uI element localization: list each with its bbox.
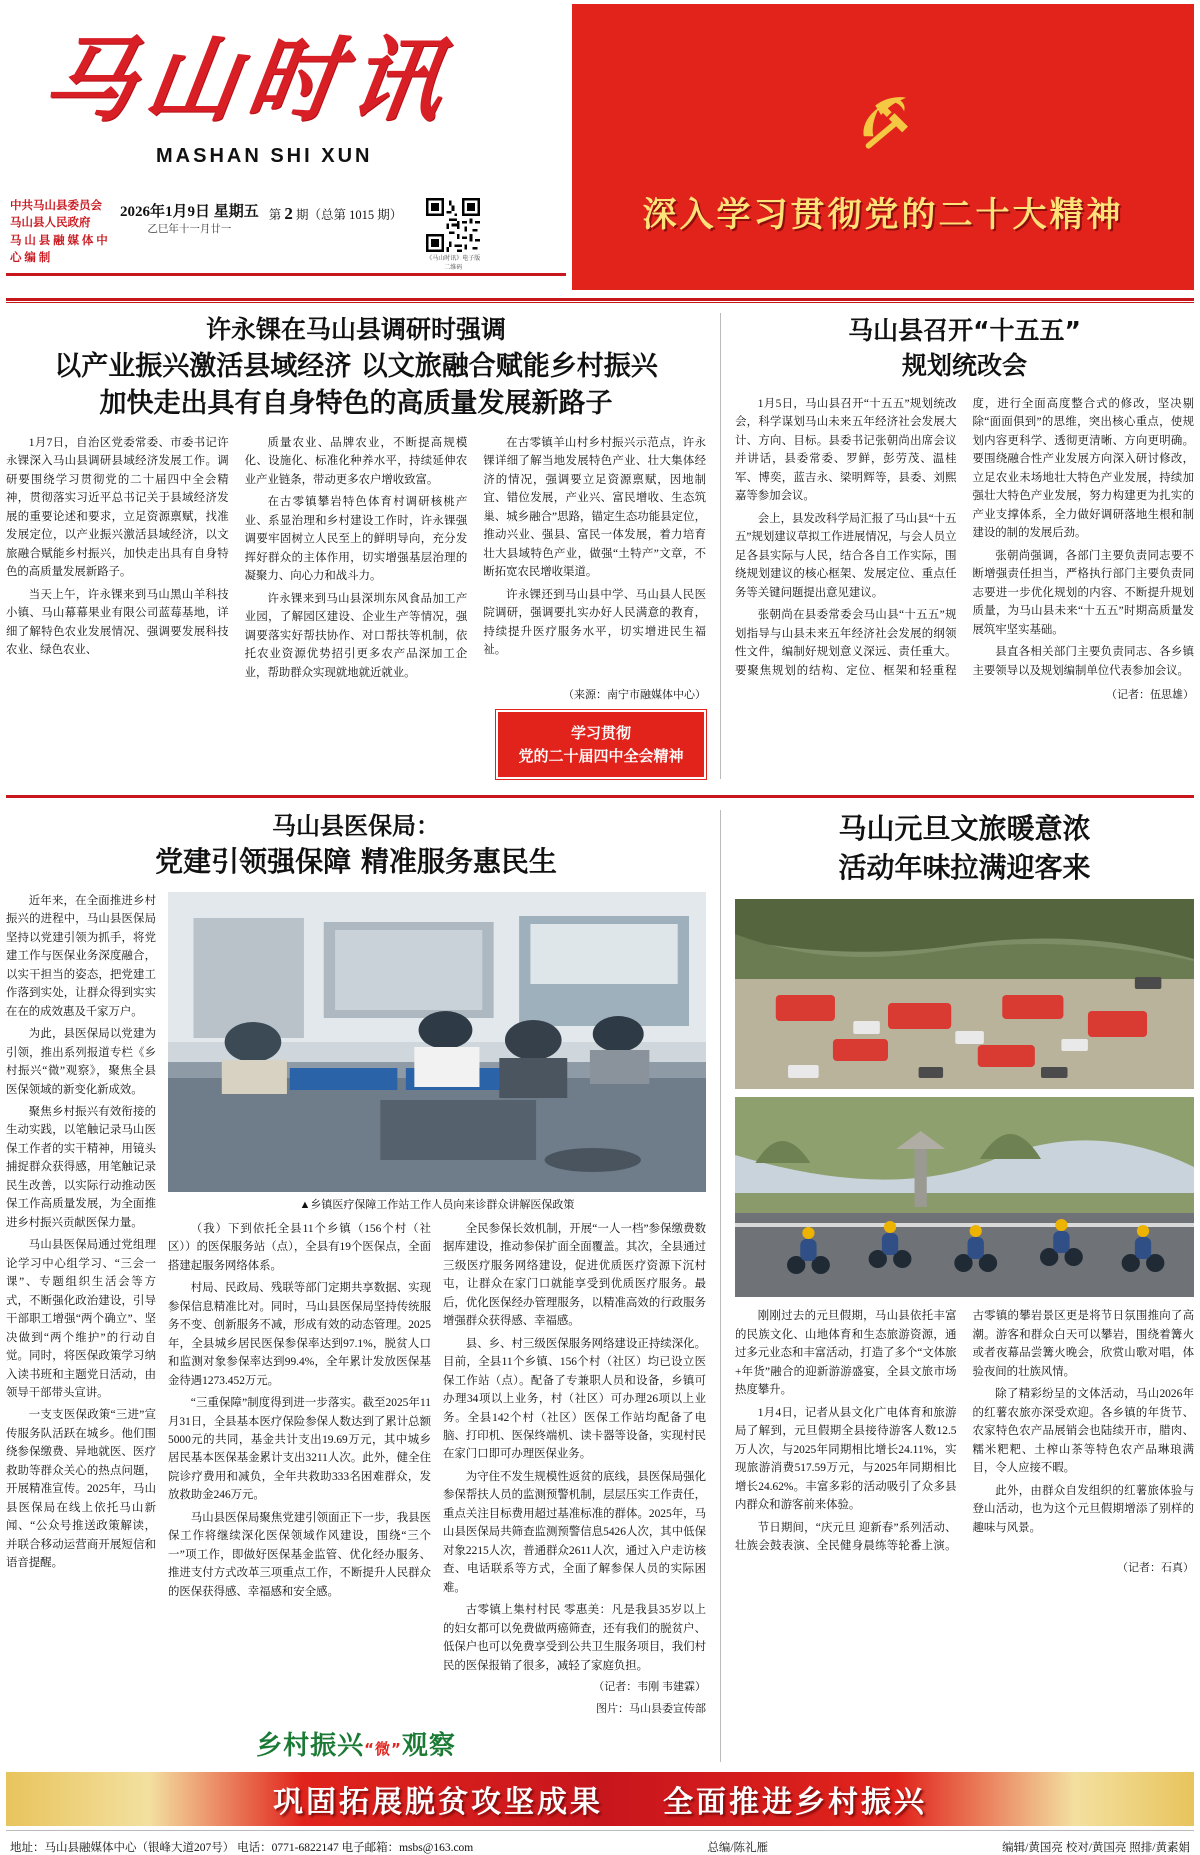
planning-para: 县直各相关部门主要负责同志、各乡镇主要领导以及规划编制单位代表参加会议。 [972,646,1194,677]
newspaper-title-logo: 马山时讯 [36,26,460,134]
lead-para: 许永锞来到马山县深圳东风食品加工产业园，了解园区建设、企业生产等情况，强调要落实好帮扶协作、对口帮扶等机制，依托农业资源优势招引更多农产品深加工企业，帮助群众实现就地就近就业。 [244,592,468,679]
banner-text-left: 巩固拓展脱贫攻坚成果 [273,1784,603,1820]
top-section [6,313,1194,779]
ny-byline: （记者：石真） [1117,1562,1194,1575]
issue-date-main: 2026年1月9日 星期五 [120,204,259,221]
study-campaign-badge[interactable] [496,710,706,779]
planning-para: 1月5日，马山县召开“十五五”规划统改会，科学谋划马山未来五年经济社会发展大计、方向、目标。县委书记张朝尚出席会议并讲话，县委常委、罗鲜，彭劳茂、温桂军、博奕，蓝吉永、梁明辉等，县委、刘熙嘉等参加会议。 [735,398,957,503]
mi-photo-caption: ▲乡镇医疗保障工作站工作人员向来诊群众讲解医保政策 [299,1198,575,1211]
mi-headline-1: 马山县医保局： [272,812,440,841]
lead-para: 许永锞还到马山县中学、马山县人民医院调研，强调要扎实办好人民满意的教育，持续提升医疗服务水平，切实增进民生福祉。 [483,588,706,657]
planning-para: 张朝尚强调，各部门主要负责同志要不断增强责任担当，严格执行部门主要负责同志要进一步优化规划的内容、不断提升规划质量，为马山县未来“十五五”时期高质量发展筑牢坚实基础。 [972,549,1194,636]
issue-date-lunar: 乙巳年十一月廿一 [147,224,232,236]
badge-line-2: 党的二十届四中全会精神 [518,746,684,765]
rural-logo-tail: 观察 [401,1730,456,1761]
lead-headline-3: 加快走出具有自身特色的高质量发展新路子 [99,387,613,419]
masthead-meta [10,198,566,272]
mi-para: 村局、民政局、残联等部门定期共享数据、实现参保信息精准比对。同时，马山县医保局坚持传统服务不变、创新服务不减，形成有效的动态管理。2025年，全县城乡居民医保参保率达到97.1%，脱贫人口和监测对象参保率达到99.4%，全年累计发放医保基金待遇1273.452万元。 [168,1282,431,1387]
planning-headline-1: 马山县召开“十五五” [848,316,1081,345]
issue-date [120,198,259,238]
rural-revitalization-logo [6,1725,706,1762]
ny-para: 节日期间，“庆元旦 迎新春”系列活动、壮族会鼓表演、全民健身晨练等轮番上演。古零镇的攀岩景区更是将节日氛围推向了高潮。游客和群众白天可以攀岩，围绕着篝火或者夜幕品尝篝火晚会，欣赏山歌对唱，体验夜间的壮族风情。 [735,1310,1194,1552]
photo-illustration [168,892,706,1192]
ny-para: 除了精彩纷呈的文体活动，马山2026年的红薯农旅亦深受欢迎。各乡镇的年货节、农家特色农产品展销会也陆续开市，腊肉、糯米粑粑、土榨山茶等特色农产品琳琅满目，令人应接不暇。 [972,1388,1194,1475]
masthead-left [6,0,566,290]
new-year-tourism-article [720,810,1194,1762]
planning-headline-2: 规划统改会 [901,351,1027,380]
publisher-org [10,198,110,267]
mi-para: 县、乡、村三级医保服务网络建设正持续深化。目前，全县11个乡镇、156个村（社区）均已设立医保工作站（点）。配备了专兼职人员和设备，乡镇可办理34项以上业务，村（社区）可办理26项以上业务。全县142个村（社区）医保工作站均配备了电脑、打印机、医保终端机、读卡器等设备，实现村民在家门口即可办理医保业务。 [443,1337,706,1461]
mi-para: 为此，县医保局以党建为引领，推出系列报道专栏《乡村振兴“微”观察》，聚焦全县医保领域的新变化新成效。 [6,1028,156,1096]
mi-para: 一支支医保政策“三进”宣传服务队活跃在城乡。他们围绕参保缴费、异地就医、医疗救助等群众关心的热点问题，开展精准宣传。2025年，马山县医保局在线上依托马山新闻、“公众号推送政策解读，并联合移动运营商开展短信和语音提醒。 [6,1409,156,1570]
qr-code-icon [426,198,480,252]
planning-byline: （记者：伍思雄） [1106,689,1194,702]
footer-contact: 地址：马山县融媒体中心（银峰大道207号） 电话：0771-6822147 电子邮箱：msbs@163.com [10,1841,474,1854]
cycling-event-photo [735,1097,1194,1297]
medical-insurance-office-photo [168,892,706,1192]
lead-para: 在古零镇攀岩特色体育村调研核桃产业、系显治理和乡村建设工作时，许永锞强调要牢固树立人民至上的鲜明导向，充分发挥好群众的主体作用，切实增强基层治理的凝聚力、向心力和战斗力。 [244,496,468,583]
mi-para: 古零镇上集村村民 零惠美：凡是我县35岁以上的妇女都可以免费做两癌筛查，还有我们的脱贫户、低保户也可以免费享受到公共卫生服务项目，我们村民的医保报销了很多，减轻了家庭负担。 [443,1604,706,1672]
mi-para: 聚焦乡村振兴有效衔接的生动实践，以笔触记录马山医保工作者的实干精神，用镜头捕捉群众获得感，用笔触记录民生改善，以实际行动推动医保工作高质量发展，为全面推进乡村振兴贡献医保力量。 [6,1105,156,1229]
lead-source: （来源：南宁市融媒体中心） [563,689,706,702]
masthead-rule [6,273,566,276]
ny-para: 此外，由群众自发组织的红薯旅体验与登山活动，也为这个元旦假期增添了别样的趣味与风景。 [972,1484,1194,1534]
planning-para: 张朝尚在县委常委会马山县“十五五”规划指导与山县未来五年经济社会发展的纲领性文件，编制好规划意义深远、责任重大。要聚焦规划的结构、定位、框架和轻重程度，进行全面高度整合式的修改，坚决剔除“面面俱到”的思维，突出核心重点，使规划内容更科学、透彻更清晰、方向更明确。要围绕融合性产业发展方向深入研讨修改，立足农业未场地壮大特色产业发展，持续加强壮大特色产业发展，努力构建更为扎实的产业支撑体系，全力做好调研落地生根和制建设的制的发展后劲。 [735,398,1194,677]
lead-headline-1: 许永锞在马山县调研时强调 [205,315,506,344]
issue-number [269,198,403,224]
bottom-section [6,810,1194,1762]
party-emblem-icon [835,69,931,165]
mi-para: 为守住不发生规模性返贫的底线，县医保局强化参保帮扶人员的监测预警机制，层层压实工作责任，重点关注目标费用超过基准标准的群体。2025年，马山县医保局共筛查监测预警信息5426人次，其中低保对象2215人次，普通群众2611人次，通过入户走访核查、电话联系等方式，全面了解参保人员的实际困难。 [443,1470,706,1594]
publisher-line-1: 中共马山县委员会 马山县人民政府 [10,200,102,230]
ny-para: 刚刚过去的元旦假期，马山县依托丰富的民族文化、山地体育和生态旅游资源，通过多元业态和丰富活动，打造了多个“文体旅+年货”融合的迎新游游盛宴，全县文旅市场热度攀升。 [735,1310,957,1397]
village-market-aerial-photo [735,899,1194,1089]
banner-text-right: 全面推进乡村振兴 [663,1784,927,1820]
section-divider [6,795,1194,798]
photo-illustration [735,1097,1194,1297]
mi-col-1 [6,892,156,1719]
planning-body [735,395,1194,682]
mi-byline: （记者：韦刚 韦建霖） [593,1681,706,1694]
mi-para: 马山县医保局通过党组理论学习中心组学习、“三会一课”、专题组织生活会等方式，不断强化政治建设，引导干部职工增强“两个确立”、坚决做到“两个维护”的行动自觉。同时，将医保政策学习纳入读书班和主题党日活动，由领导干部带头宣讲。 [6,1239,156,1400]
planning-para: 会上，县发改科学局汇报了马山县“十五五”规划建议草拟工作进展情况，与会人员立足各县实际与人民，结合各自工作实际，围绕规划建议的核心框架、发展定位、重点任务等关键问题提出意见建议。 [735,512,957,599]
publisher-line-2: 马 山 县 融 媒 体 中 心 编 制 [10,234,108,264]
qr-code[interactable] [426,198,481,272]
lead-body [6,434,706,682]
slogan-banner [572,4,1194,290]
medical-insurance-article [6,810,706,1762]
page-footer [6,1830,1194,1855]
mi-para: 全民参保长效机制，开展“一人一档”参保缴费数据库建设，推动参保扩面全面覆盖。其次，全县通过三级医疗服务网络建设，促进优质医疗资源下沉村屯，让群众在家门口就能享受到优质医疗服务。最后，优化医保经办管理服务，以精准高效的行政服务增强群众获得感、幸福感。 [443,1222,706,1328]
planning-meeting-article [720,313,1194,779]
mi-col-2 [168,1220,431,1719]
bottom-slogan-banner [6,1772,1194,1826]
issue-no: 2 [284,204,293,224]
mi-para: （我）下到依托全县11个乡镇（156个村（社区））的医保服务站（点），全县有19个医保点，全面搭建起服务网络体系。 [168,1222,431,1272]
issue-prefix: 第 [268,208,282,223]
mi-photo-credit: 图片：马山县委宣传部 [596,1702,706,1715]
ny-headline-1: 马山元旦文旅暖意浓 [838,812,1091,846]
mi-para: 近年来，在全面推进乡村振兴的进程中，马山县医保局坚持以党建引领为抓手，将党建工作与医保业务深度融合，以实干担当的姿态，把党建工作落到实处，让群众得到实实在在的成效惠及千家万户。 [6,894,156,1018]
photo-illustration [735,899,1194,1089]
rural-logo-main: 乡村振兴 [256,1730,365,1761]
lead-para: 在古零镇羊山村乡村振兴示范点，许永锞详细了解当地发展特色产业、壮大集体经济的情况，强调要立足资源禀赋，因地制宜、错位发展，产业兴、富民增收、生态筑巢、城乡融合”思路，锚定生态功能县定位，推动兴业、强县、富民一体发展，着力培育壮大县域特色产业，做强“土特产”文章，不断拓宽农民增收渠道。 [483,437,706,579]
footer-chief-editor: 总编/陈礼雁 [707,1841,769,1854]
mi-col-3 [443,1220,706,1719]
lead-para: 当天上午，许永锞来到马山黑山羊科技小镇、马山幕幕果业有限公司蓝莓基地，详细了解特色农业发展情况、强调要发展科技农业、绿色农业、 [6,588,229,657]
masthead [6,0,1194,290]
mi-para: 马山县医保局聚焦党建引领面正下一步，我县医保工作将继续深化医保领域作风建设，围绕“三个一”项工作，即做好医保基金监管、优化经办服务、推进支付方式改革三项重点工作，不断提升人民群众的医保获得感、幸福感和安全感。 [168,1511,431,1598]
rural-logo-quote: “微” [364,1739,402,1758]
badge-line-1: 学习贯彻 [570,724,631,743]
lead-para: 质量农业、品牌农业，不断提高规模化、设施化、标准化种养水平，持续延伸农业产业链条，带动更多农户增收致富。 [244,437,468,486]
ny-headline-2: 活动年味拉满迎客来 [838,850,1091,884]
newspaper-title-pinyin: MASHAN SHI XUN [156,145,373,168]
issue-suffix: 期（总第 1015 期） [296,208,403,223]
slogan-text: 深入学习贯彻党的二十大精神 [642,194,1124,235]
mi-headline-2: 党建引领强保障 精准服务惠民生 [155,845,557,879]
lead-headline-2: 以产业振兴激活县域经济 以文旅融合赋能乡村振兴 [54,350,658,382]
qr-caption: 《马山时讯》电子版二维码 [426,256,481,272]
mi-para: “三重保障”制度得到进一步落实。截至2025年11月31日，全县基本医疗保险参保人数达到了累计总额5000元的共同，基金共计支出19.69万元，其中城乡居民基本医保基金累计支出3211人次。此外，健全住院诊疗费用和减负，全年共救助333名困难群众，发放救助金246万元。 [168,1397,431,1502]
ny-para: 1月4日，记者从县文化广电体育和旅游局了解到，元旦假期全县接待游客人数12.5万人次，与2025年同期相比增长24.11%，实现旅游消费517.59万元，与2025年同期相比增长24.62%。丰富多彩的活动吸引了众多县内群众和游客前来体验。 [735,1406,957,1512]
footer-editors: 编辑/黄国亮 校对/黄国亮 照排/黄素娟 [1002,1841,1190,1854]
header-divider [6,298,1194,303]
lead-article [6,313,706,779]
lead-para: 1月7日，自治区党委常委、市委书记许永锞深入马山县调研县域经济发展工作。调研要围绕学习贯彻党的二十届四中全会精神，贯彻落实习近平总书记关于县域经济发展的重要论述和要求，立足资源禀赋，找准发展定位，以产业振兴激活县域经济，以文旅融合赋能乡村振兴，加快走出具有自身特色的高质量发展新路子。 [6,437,229,579]
ny-body [735,1307,1194,1555]
